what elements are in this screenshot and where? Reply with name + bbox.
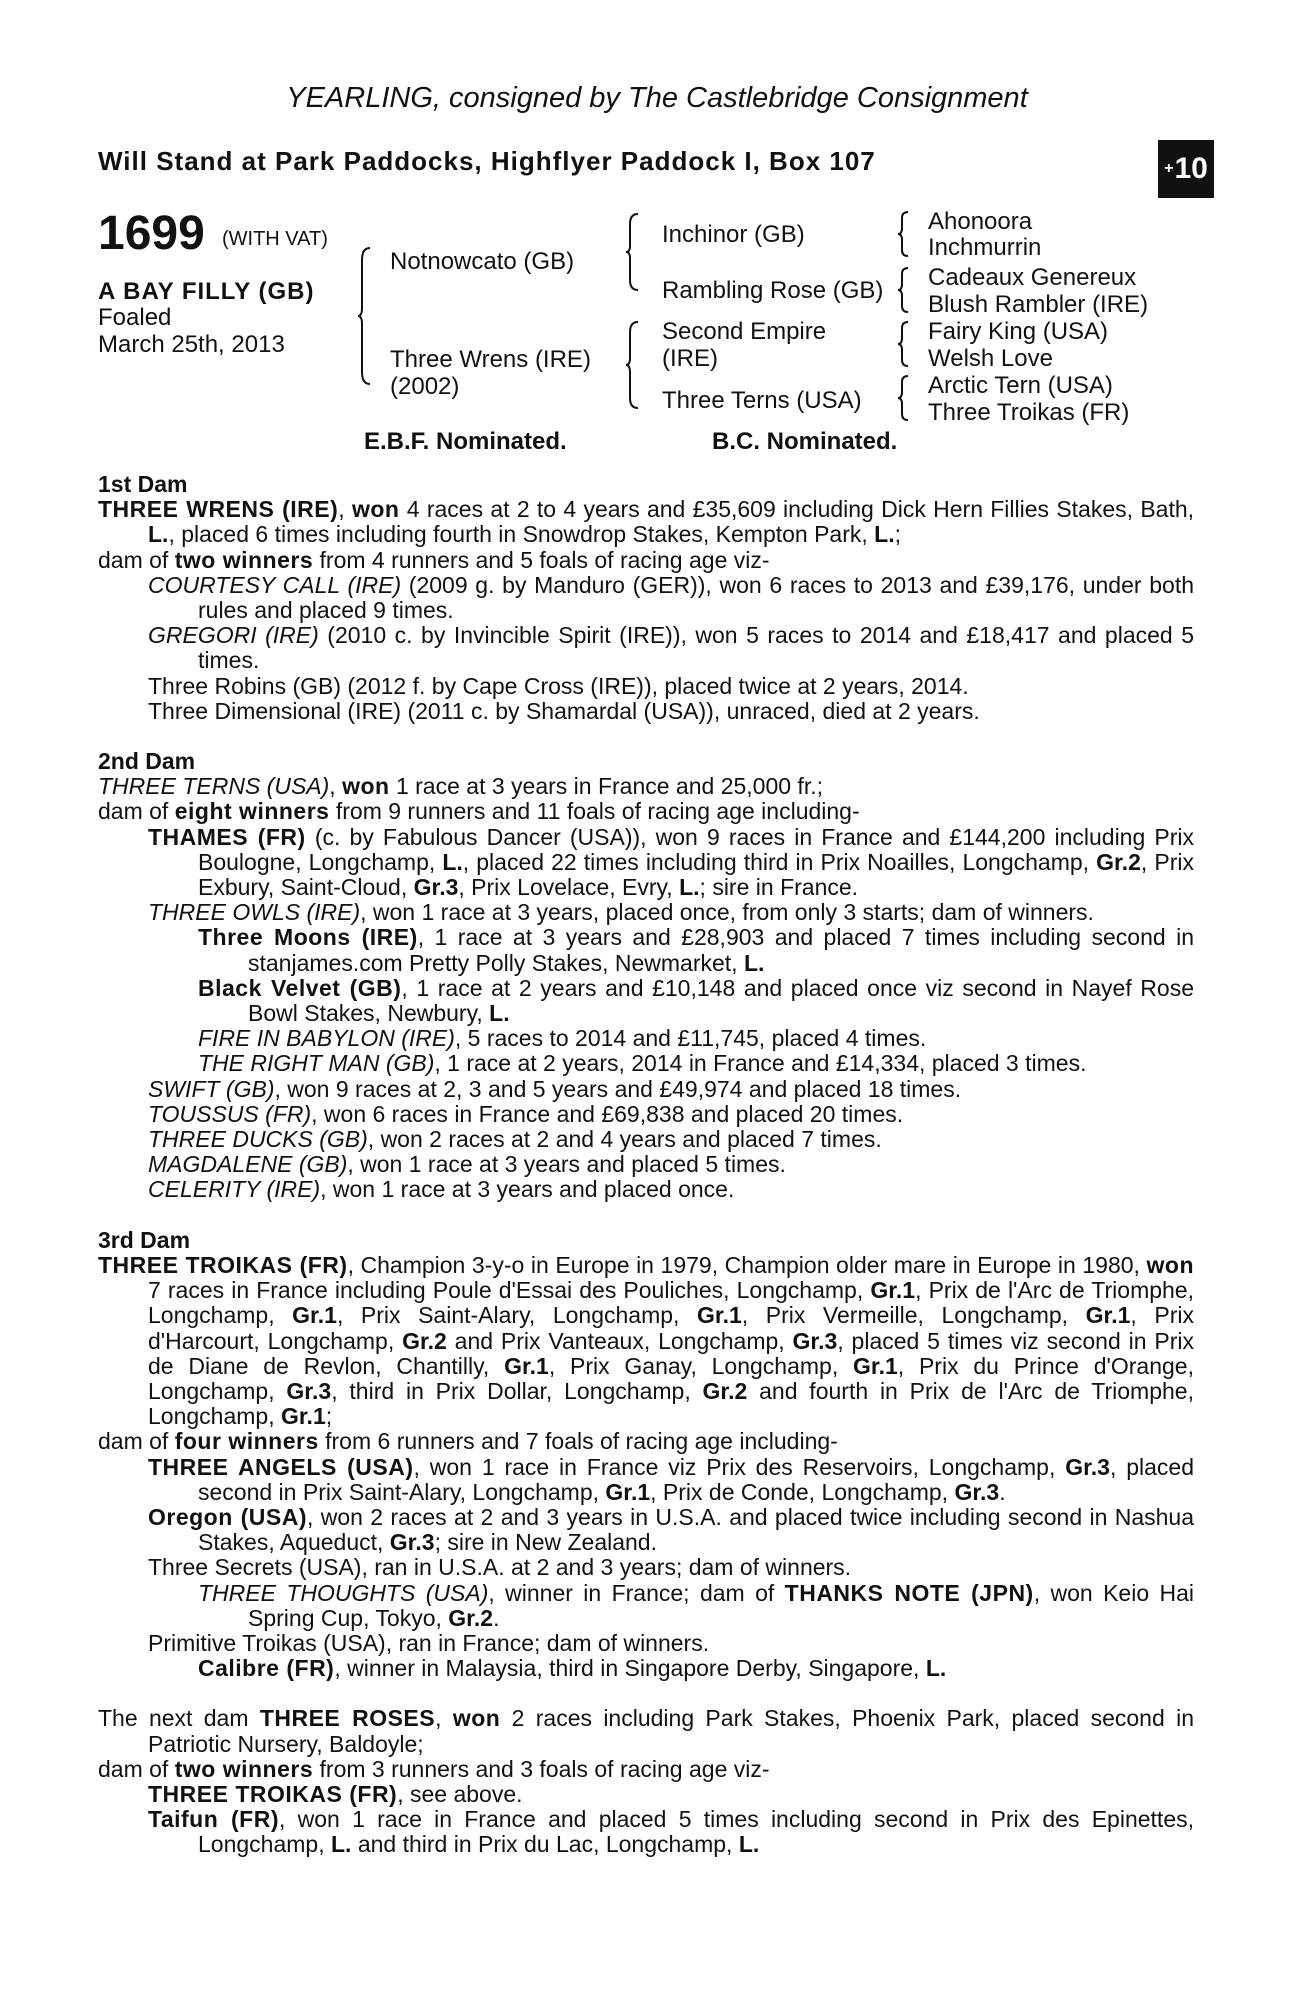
vat-label: (WITH VAT) xyxy=(222,228,328,250)
pedigree-dam-sire: Second Empire xyxy=(662,318,827,345)
pedigree-ddd: Three Troikas (FR) xyxy=(928,399,1130,426)
section-heading-3rd-dam: 3rd Dam xyxy=(98,1226,191,1253)
section-heading-2nd-dam: 2nd Dam xyxy=(98,748,196,775)
badge-plus: + xyxy=(1164,160,1174,177)
first-dam-produce-summary: dam of two winners from 4 runners and 5 foals of racing age viz- xyxy=(98,546,770,573)
pedigree-brace-dam xyxy=(626,320,640,410)
pedigree-sire-dam: Rambling Rose (GB) xyxy=(662,277,884,304)
next-dam-record: The next dam THREE ROSES, won 2 races including Park Stakes, Phoenix Park, placed second in Patriotic Nursery, Baldoyle; xyxy=(98,1705,1194,1757)
catalogue-body xyxy=(98,472,1194,1858)
pedigree-sss: Ahonoora xyxy=(928,208,1033,235)
ebf-nominated: E.B.F. Nominated. xyxy=(364,428,567,455)
produce-gregori: GREGORI (IRE) (2010 c. by Invincible Spirit (IRE)), won 5 races to 2014 and £18,417 and placed 5 times. xyxy=(148,622,1194,674)
second-dam-record: THREE TERNS (USA), won 1 race at 3 years in France and 25,000 fr.; xyxy=(98,773,823,800)
pedigree-brace-ds xyxy=(898,320,910,368)
pedigree-brace-dd xyxy=(898,374,910,422)
lot-badge xyxy=(1158,140,1214,198)
section-heading-1st-dam: 1st Dam xyxy=(98,471,188,497)
pedigree-brace-ss xyxy=(898,210,910,258)
produce-three-robins: Three Robins (GB) (2012 f. by Cape Cross (IRE)), placed twice at 2 years, 2014. xyxy=(148,672,969,699)
produce-three-ducks: THREE DUCKS (GB), won 2 races at 2 and 4 years and placed 7 times. xyxy=(148,1126,882,1153)
pedigree-ssd: Inchmurrin xyxy=(928,234,1042,261)
foaled-label: Foaled xyxy=(98,304,172,331)
pedigree-dsd: Welsh Love xyxy=(928,345,1053,372)
second-dam-produce-summary: dam of eight winners from 9 runners and 11 foals of racing age including- xyxy=(98,798,860,825)
grandproduce-three-moons: Three Moons (IRE), 1 race at 3 years and £28,903 and placed 7 times including second in stanjames.com Pretty Polly Stakes, Newmarket, L. xyxy=(198,924,1194,976)
next-dam-produce-summary: dam of two winners from 3 runners and 3 foals of racing age viz- xyxy=(98,1755,770,1782)
pedigree-brace-main xyxy=(358,246,372,386)
produce-three-dimensional: Three Dimensional (IRE) (2011 c. by Shamardal (USA)), unraced, died at 2 years. xyxy=(148,697,980,724)
foaled-date: March 25th, 2013 xyxy=(98,331,285,358)
lot-name: A BAY FILLY (GB) xyxy=(98,278,315,305)
catalogue-title: YEARLING, consigned by The Castlebridge Consignment xyxy=(286,82,1028,114)
produce-swift: SWIFT (GB), won 9 races at 2, 3 and 5 years and £49,974 and placed 18 times. xyxy=(148,1075,962,1102)
badge-number: 10 xyxy=(1174,152,1208,185)
pedigree-sdd: Blush Rambler (IRE) xyxy=(928,291,1149,318)
grandproduce-black-velvet: Black Velvet (GB), 1 race at 2 years and £10,148 and placed once viz second in Nayef Rose Bowl Stakes, Newbury, L. xyxy=(198,974,1195,1027)
produce-three-secrets: Three Secrets (USA), ran in U.S.A. at 2 and 3 years; dam of winners. xyxy=(148,1554,852,1581)
produce-courtesy-call: COURTESY CALL (IRE) (2009 g. by Manduro (GER)), won 6 races to 2013 and £39,176, under both rules and placed 9 times. xyxy=(148,571,1194,624)
grandproduce-three-thoughts: THREE THOUGHTS (USA), winner in France; dam of THANKS NOTE (JPN), won Keio Hai Spring Cup, Tokyo, Gr.2. xyxy=(198,1579,1195,1631)
produce-thames: THAMES (FR) (c. by Fabulous Dancer (USA)), won 9 races in France and £144,200 including Prix Boulogne, Longchamp, L., placed 22 times including third in Prix Noailles, Longchamp, Gr.2, Prix Exbury, Saint-Cloud, Gr.3, Prix Lovelace, Evry, L.; sire in France. xyxy=(148,823,1195,901)
pedigree-dds: Arctic Tern (USA) xyxy=(928,372,1113,399)
produce-toussus: TOUSSUS (FR), won 6 races in France and £69,838 and placed 20 times. xyxy=(148,1100,904,1127)
stand-location: Will Stand at Park Paddocks, Highflyer Paddock I, Box 107 xyxy=(98,146,876,176)
pedigree-dam-sire-country: (IRE) xyxy=(662,345,718,372)
pedigree-sds: Cadeaux Genereux xyxy=(928,264,1137,291)
pedigree-sire-sire: Inchinor (GB) xyxy=(662,221,805,248)
third-dam-produce-summary: dam of four winners from 6 runners and 7 foals of racing age including- xyxy=(98,1428,838,1455)
grandproduce-fire-in-babylon: FIRE IN BABYLON (IRE), 5 races to 2014 and £11,745, placed 4 times. xyxy=(198,1025,927,1052)
first-dam-record: THREE WRENS (IRE), won 4 races at 2 to 4 years and £35,609 including Dick Hern Fillies Stakes, Bath, L., placed 6 times including fourth in Snowdrop Stakes, Kempton Park, L.; xyxy=(98,496,1195,548)
third-dam-record: THREE TROIKAS (FR), Champion 3-y-o in Europe in 1979, Champion older mare in Europe in 1980, won 7 races in France including Poule d'Essai des Pouliches, Longchamp, Gr.1, Prix de l'Arc de Triomphe, Longchamp, Gr.1, Prix Saint-Alary, Longchamp, Gr.1, Prix Vermeille, Longchamp, Gr.1, Prix d'Harcourt, Longchamp, Gr.2 and Prix Vanteaux, Longchamp, Gr.3, placed 5 times viz second in Prix de Diane de Revlon, Chantilly, Gr.1, Prix Ganay, Longchamp, Gr.1, Prix du Prince d'Orange, Longchamp, Gr.3, third in Prix Dollar, Longchamp, Gr.2 and fourth in Prix de l'Arc de Triomphe, Longchamp, Gr.1; xyxy=(98,1251,1194,1430)
produce-magdalene: MAGDALENE (GB), won 1 race at 3 years and placed 5 times. xyxy=(148,1151,786,1178)
produce-three-angels: THREE ANGELS (USA), won 1 race in France viz Prix des Reservoirs, Longchamp, Gr.3, placed second in Prix Saint-Alary, Longchamp, Gr.1, Prix de Conde, Longchamp, Gr.3. xyxy=(148,1453,1194,1505)
produce-three-troikas-ref: THREE TROIKAS (FR), see above. xyxy=(148,1780,523,1807)
produce-three-owls: THREE OWLS (IRE), won 1 race at 3 years, placed once, from only 3 starts; dam of winners. xyxy=(148,899,1094,926)
pedigree-brace-sd xyxy=(898,266,910,314)
pedigree-dam-dam: Three Terns (USA) xyxy=(662,387,862,414)
pedigree-dam: Three Wrens (IRE) xyxy=(390,346,591,373)
grandproduce-calibre: Calibre (FR), winner in Malaysia, third in Singapore Derby, Singapore, L. xyxy=(198,1655,947,1682)
produce-primitive-troikas: Primitive Troikas (USA), ran in France; dam of winners. xyxy=(148,1629,710,1656)
pedigree-dss: Fairy King (USA) xyxy=(928,318,1109,345)
produce-celerity: CELERITY (IRE), won 1 race at 3 years and placed once. xyxy=(148,1176,735,1203)
pedigree-sire: Notnowcato (GB) xyxy=(390,248,575,275)
bc-nominated: B.C. Nominated. xyxy=(712,428,898,455)
grandproduce-the-right-man: THE RIGHT MAN (GB), 1 race at 2 years, 2014 in France and £14,334, placed 3 times. xyxy=(198,1050,1087,1077)
produce-oregon: Oregon (USA), won 2 races at 2 and 3 years in U.S.A. and placed twice including second in Nashua Stakes, Aqueduct, Gr.3; sire in New Zealand. xyxy=(148,1503,1194,1556)
pedigree-dam-year: (2002) xyxy=(390,373,460,400)
produce-taifun: Taifun (FR), won 1 race in France and placed 5 times including second in Prix des Epinettes, Longchamp, L. and third in Prix du Lac, Longchamp, L. xyxy=(148,1806,1194,1858)
foaled-info xyxy=(98,304,285,358)
lot-number: 1699 xyxy=(98,207,205,260)
pedigree-brace-sire xyxy=(626,212,640,292)
